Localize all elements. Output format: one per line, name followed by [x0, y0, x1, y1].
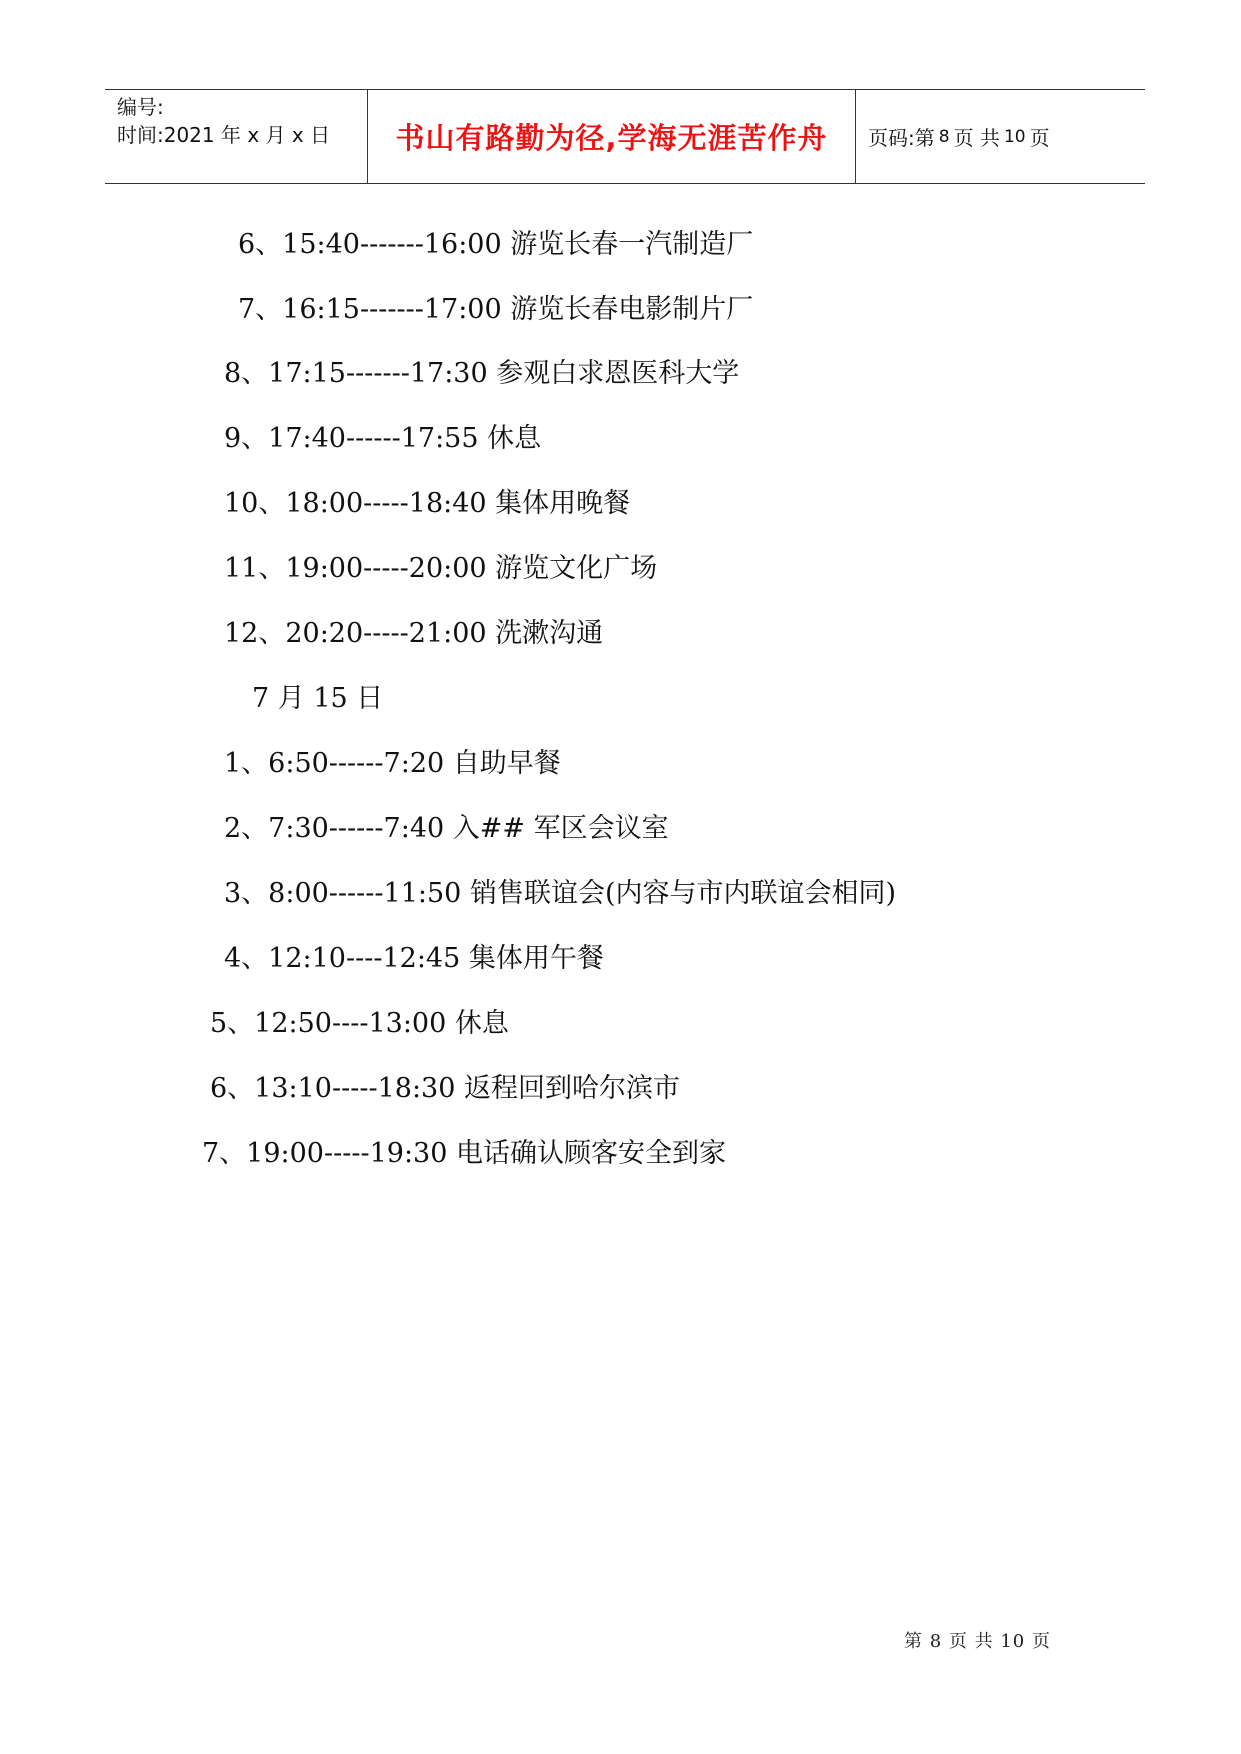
header-right-cell: [856, 90, 1145, 183]
header-left-cell: [105, 90, 368, 183]
schedule-line: 7、16:15-------17:00 游览长春电影制片厂: [238, 294, 754, 325]
page-middle: 页 共: [953, 126, 1000, 150]
schedule-line: 1、6:50------7:20 自助早餐: [224, 748, 561, 779]
time-label: 时间:2021 年 x 月 x 日: [117, 123, 331, 147]
header-middle-cell: [368, 90, 856, 183]
schedule-line: 6、13:10-----18:30 返程回到哈尔滨市: [210, 1073, 680, 1104]
code-label: 编号:: [117, 95, 164, 119]
schedule-line: 10、18:00-----18:40 集体用晚餐: [224, 488, 631, 519]
page-footer: 第 8 页 共 10 页: [904, 1631, 1051, 1652]
schedule-line: 8、17:15-------17:30 参观白求恩医科大学: [224, 358, 740, 389]
page-prefix: 页码:第: [868, 126, 935, 150]
schedule-line: 12、20:20-----21:00 洗漱沟通: [224, 618, 604, 649]
schedule-line: 5、12:50----13:00 休息: [210, 1008, 509, 1039]
schedule-line: 6、15:40-------16:00 游览长春一汽制造厂: [238, 229, 754, 260]
motto: 书山有路勤为径,学海无涯苦作舟: [395, 121, 828, 155]
schedule-line: 11、19:00-----20:00 游览文化广场: [224, 553, 658, 584]
page-total: 10: [1003, 126, 1026, 147]
schedule-line: 4、12:10----12:45 集体用午餐: [224, 943, 604, 974]
page-current: 8: [938, 126, 950, 147]
schedule-line: 3、8:00------11:50 销售联谊会(内容与市内联谊会相同): [224, 878, 897, 909]
page-suffix: 页: [1029, 126, 1050, 150]
schedule-line: 9、17:40------17:55 休息: [224, 423, 542, 454]
date-heading: 7 月 15 日: [252, 683, 384, 714]
schedule-line: 2、7:30------7:40 入## 军区会议室: [224, 813, 669, 844]
page-header: [105, 89, 1145, 184]
schedule-line: 7、19:00-----19:30 电话确认顾客安全到家: [202, 1138, 726, 1169]
